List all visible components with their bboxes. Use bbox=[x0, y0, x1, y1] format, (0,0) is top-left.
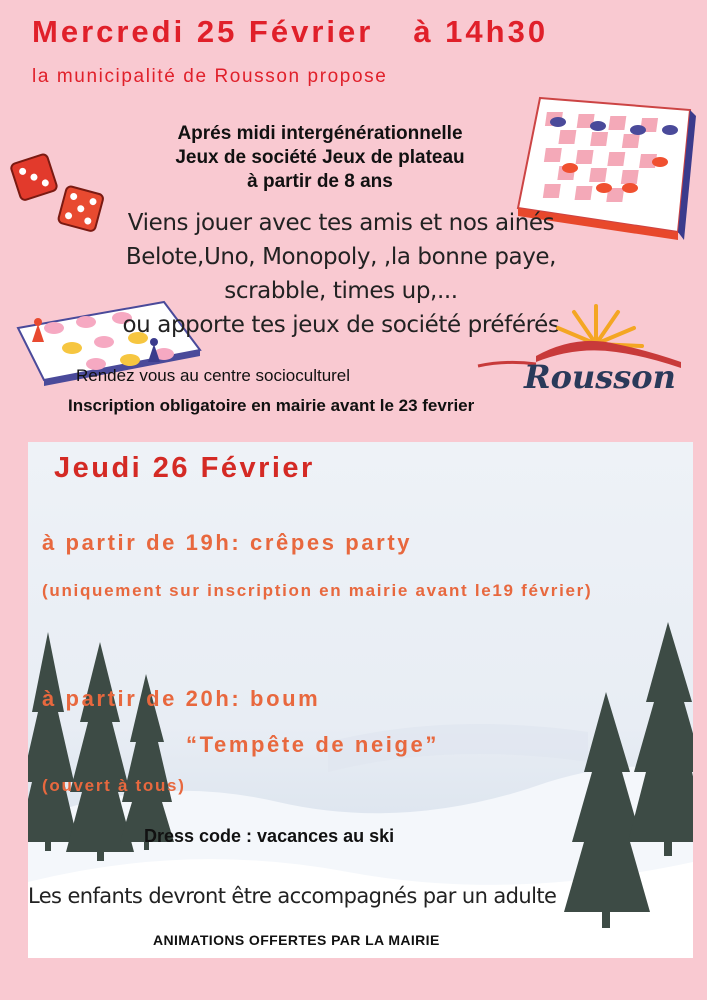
event-date-title bbox=[32, 14, 692, 50]
meeting-place: Rendez vous au centre socioculturel bbox=[76, 366, 351, 385]
date-text: Mercredi 25 Février bbox=[32, 14, 374, 49]
invite-line: ou apporte tes jeux de société préférés bbox=[122, 312, 560, 338]
children-accompaniment-notice: Les enfants devront être accompagnés par un adulte bbox=[28, 884, 557, 908]
boum-open-note: (ouvert à tous) bbox=[42, 776, 186, 795]
invite-line: Belote,Uno, Monopoly, ,la bonne paye, bbox=[125, 244, 557, 270]
boum-theme: “Tempête de neige” bbox=[186, 732, 439, 757]
event-title-line: Jeux de société Jeux de plateau bbox=[175, 147, 465, 168]
event-title-line: Aprés midi intergénérationnelle bbox=[177, 123, 463, 144]
invite-line: scrabble, times up,... bbox=[224, 278, 458, 304]
crepes-party-line: à partir de 19h: crêpes party bbox=[42, 530, 413, 555]
registration-notice: Inscription obligatoire en mairie avant le 23 fevrier bbox=[68, 396, 475, 415]
rousson-logo bbox=[476, 298, 690, 398]
event-description-title bbox=[100, 122, 540, 194]
organizer-subtitle: la municipalité de Rousson propose bbox=[32, 66, 388, 87]
dress-code: Dress code : vacances au ski bbox=[144, 826, 395, 846]
day2-date-title: Jeudi 26 Février bbox=[54, 452, 315, 484]
logo-text: Rousson bbox=[524, 358, 676, 396]
invite-line: Viens jouer avec tes amis et nos ainés bbox=[127, 210, 555, 236]
time-text: à 14h30 bbox=[413, 14, 549, 49]
boum-line: à partir de 20h: boum bbox=[42, 686, 321, 711]
crepes-registration-note: (uniquement sur inscription en mairie avant le19 février) bbox=[42, 581, 593, 600]
event-title-line: à partir de 8 ans bbox=[247, 171, 393, 192]
footer-offered-by: ANIMATIONS OFFERTES PAR LA MAIRIE bbox=[153, 932, 440, 948]
